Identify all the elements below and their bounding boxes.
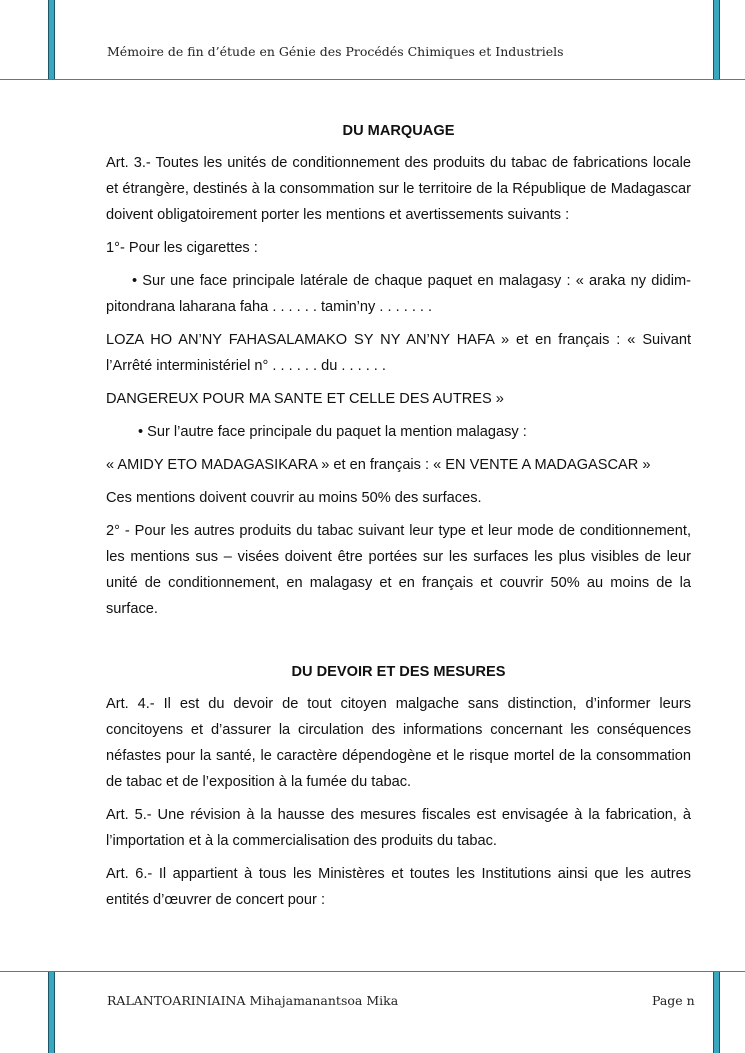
- footer-rule: [0, 971, 745, 972]
- paragraph-amidy: « AMIDY ETO MADAGASIKARA » et en français : « EN VENTE A MADAGASCAR »: [106, 457, 651, 473]
- item-2: 2° - Pour les autres produits du tabac suivant leur type et leur mode de conditionnement, les mentions sus – visées doivent être portées sur les surfaces les plus visibles de leur unité de conditionnement, en malagasy et en français et couvrir 50% au moins de la surface.: [106, 523, 691, 617]
- header-rule: [0, 79, 745, 80]
- section-heading-marquage: DU MARQUAGE: [342, 123, 455, 139]
- footer-author: RALANTOARINIAINA Mihajamanantsoa Mika: [107, 993, 399, 1008]
- footer-left-bar: [48, 972, 55, 1053]
- footer-page-number: Page n: [652, 993, 695, 1008]
- article-5: Art. 5.- Une révision à la hausse des mesures fiscales est envisagée à la fabrication, à l’importation et à la commercialisation des produits du tabac.: [106, 807, 691, 849]
- header-left-bar: [48, 0, 55, 80]
- bullet-face-laterale: • Sur une face principale latérale de chaque paquet en malagasy : « araka ny didim-pitondrana laharana faha . . . . . . tamin’ny . . . . . . .: [106, 273, 691, 315]
- paragraph-dangereux: DANGEREUX POUR MA SANTE ET CELLE DES AUTRES »: [106, 391, 504, 407]
- item-1-title: 1°- Pour les cigarettes :: [106, 240, 258, 256]
- bullet-autre-face: • Sur l’autre face principale du paquet la mention malagasy :: [138, 424, 527, 440]
- document-body: [106, 118, 691, 920]
- paragraph-loza: LOZA HO AN’NY FAHASALAMAKO SY NY AN’NY HAFA » et en français : « Suivant l’Arrêté interministériel n° . . . . . . du . . . . . .: [106, 332, 691, 374]
- header-right-bar: [713, 0, 720, 80]
- header-title: Mémoire de fin d’étude en Génie des Procédés Chimiques et Industriels: [107, 44, 564, 59]
- footer-right-bar: [713, 972, 720, 1053]
- article-6: Art. 6.- Il appartient à tous les Ministères et toutes les Institutions ainsi que les autres entités d’œuvrer de concert pour :: [106, 866, 691, 908]
- article-4: Art. 4.- Il est du devoir de tout citoyen malgache sans distinction, d’informer leurs concitoyens et d’assurer la circulation des informations concernant les conséquences néfastes pour la santé, le caractère dépendogène et le risque mortel de la consommation de tabac et de l’exposition à la fumée du tabac.: [106, 696, 691, 790]
- section-heading-devoir: DU DEVOIR ET DES MESURES: [291, 664, 506, 680]
- section-spacer: [106, 629, 691, 659]
- article-3: Art. 3.- Toutes les unités de conditionnement des produits du tabac de fabrications locale et étrangère, destinés à la consommation sur le territoire de la République de Madagascar doivent obligatoirement porter les mentions et avertissements suivants :: [106, 155, 691, 223]
- paragraph-mentions: Ces mentions doivent couvrir au moins 50% des surfaces.: [106, 490, 482, 506]
